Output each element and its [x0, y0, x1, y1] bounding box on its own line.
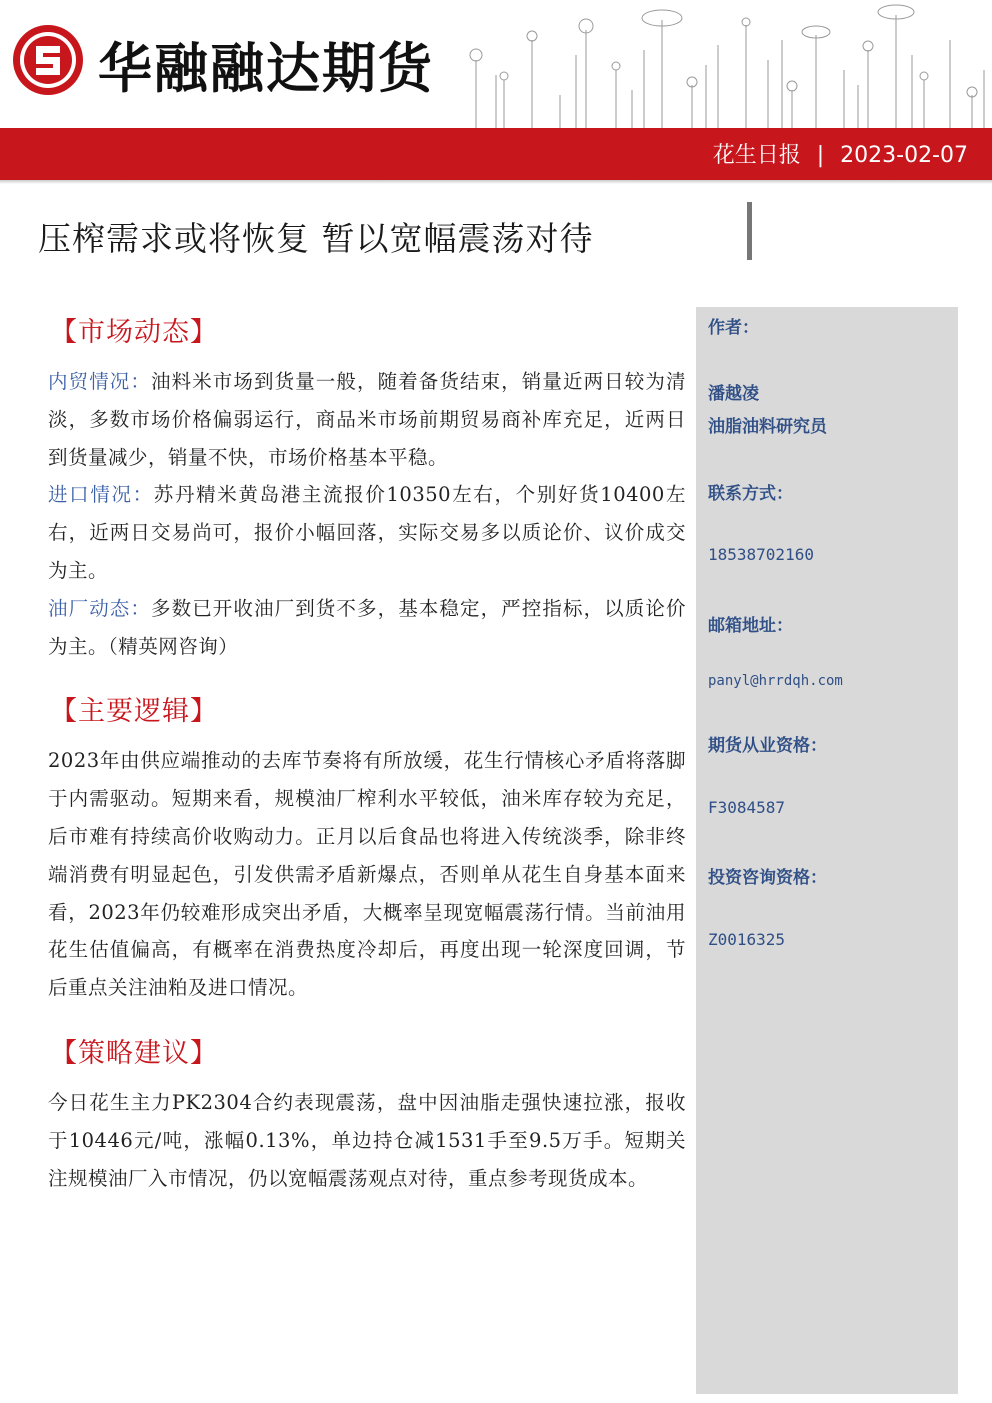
- section-title: 【主要逻辑】: [50, 696, 218, 728]
- report-headline: 压榨需求或将恢复 暂以宽幅震荡对待: [38, 219, 594, 258]
- author-label: 作者：: [708, 318, 759, 338]
- strategy-text: 今日花生主力PK2304合约表现震荡，盘中因油脂走强快速拉涨，报收于10446元/吨，涨幅0.13%，单边持仓减1531手至9.5万手。短期关注规模油厂入市情况，仍以宽幅震荡观点对待，重点参考现货成本。: [48, 1090, 686, 1190]
- market-import: [48, 476, 686, 589]
- section-title: 【市场动态】: [50, 317, 218, 348]
- header-shadow: [0, 180, 992, 184]
- advisory-qualification-label: 投资咨询资格：: [708, 868, 827, 888]
- author-title: 油脂油料研究员: [708, 417, 827, 437]
- item-text: 多数已开收油厂到货不多，基本稳定，严控指标，以质论价为主。（精英网咨询）: [48, 596, 686, 658]
- logic-text: 2023年由供应端推动的去库节奏将有所放缓，花生行情核心矛盾将落脚于内需驱动。短期来看，规模油厂榨利水平较低，油米库存较为充足，后市难有持续高价收购动力。正月以后食品也将进入传统淡季，除非终端消费有明显起色，引发供需矛盾新爆点，否则单从花生自身基本面来看，2023年仍较难形成突出矛盾，大概率呈现宽幅震荡行情。当前油用花生估值偏高，有概率在消费热度冷却后，再度出现一轮深度回调，节后重点关注油粕及进口情况。: [48, 749, 686, 1000]
- report-name: 花生日报: [712, 143, 801, 168]
- item-lead: 进口情况：: [48, 483, 154, 507]
- section-logic: [48, 689, 686, 1007]
- report-date: 2023-02-07: [840, 143, 968, 168]
- futures-qualification-id: F3084587: [708, 798, 786, 817]
- market-domestic: [48, 363, 686, 476]
- report-meta: [713, 138, 968, 169]
- phone-number: 18538702160: [708, 545, 814, 564]
- company-logo: [10, 22, 86, 98]
- section-title: 【策略建议】: [50, 1037, 218, 1069]
- email-address: panyl@hrrdqh.com: [708, 673, 843, 689]
- author-name: 潘越凌: [708, 384, 759, 404]
- main-content: [48, 310, 686, 1221]
- headline-divider: [747, 202, 752, 260]
- item-text: 油料米市场到货量一般，随着备货结束，销量近两日较为清淡，多数市场价格偏弱运行，商品米市场前期贸易商补库充足，近两日到货量减少，销量不快，市场价格基本平稳。: [48, 370, 686, 469]
- advisory-qualification-id: Z0016325: [708, 930, 786, 949]
- item-lead: 油厂动态：: [48, 596, 151, 620]
- contact-label: 联系方式：: [708, 484, 793, 504]
- item-lead: 内贸情况：: [48, 370, 151, 393]
- futures-qualification-label: 期货从业资格：: [708, 736, 827, 756]
- section-strategy: [48, 1031, 686, 1197]
- header-decoration: [456, 0, 992, 130]
- header-bar: [0, 128, 992, 180]
- item-text: 苏丹精米黄岛港主流报价10350左右，个别好货10400左右，近两日交易尚可，报价小幅回落，实际交易多以质论价、议价成交为主。: [48, 483, 686, 582]
- company-name: 华融融达期货: [98, 37, 434, 100]
- author-sidebar: [696, 307, 958, 1394]
- separator: |: [816, 143, 825, 168]
- market-mills: [48, 590, 686, 666]
- section-market: [48, 310, 686, 665]
- email-label: 邮箱地址：: [708, 616, 793, 636]
